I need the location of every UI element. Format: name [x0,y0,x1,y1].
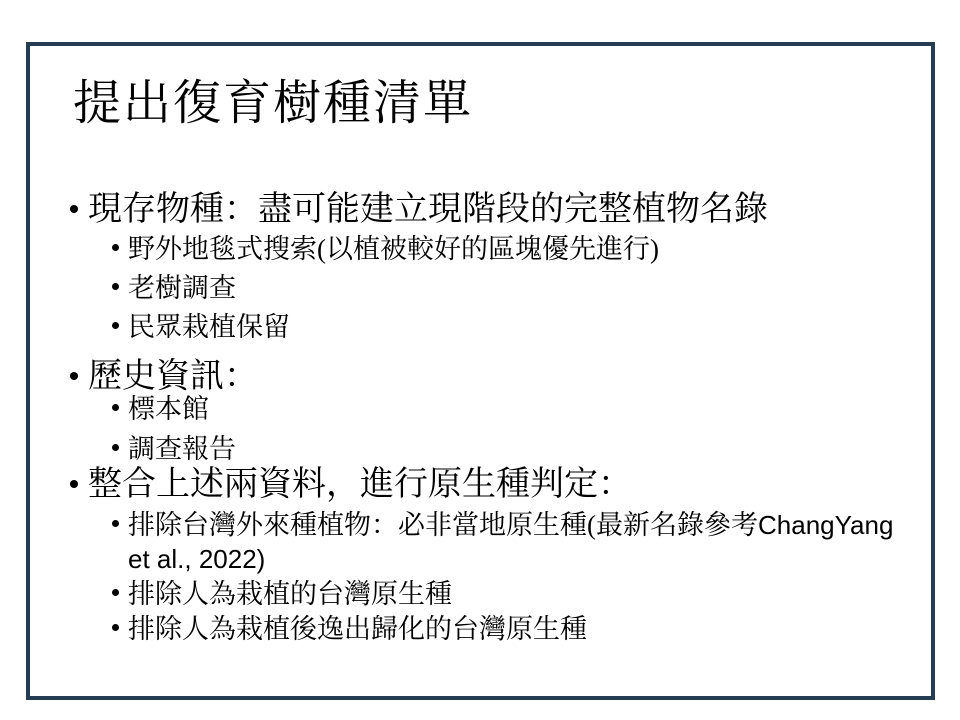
list-item-text [112,508,907,576]
bullet-icon [112,404,119,411]
list-item-level2 [112,612,907,646]
bullet-icon [112,283,119,290]
list-item-text: 排除人為栽植後逸出歸化的台灣原生種 [128,614,587,644]
bullet-icon [70,372,78,380]
bullet-icon [112,520,119,527]
list-item-level2 [112,232,907,266]
list-item-level2 [112,508,907,576]
list-item-text-cjk: 排除台灣外來種植物：必非當地原生種(最新名錄參考 [128,510,758,540]
list-item-text: 野外地毯式搜索(以植被較好的區塊優先進行) [128,234,659,264]
list-item-text: 調查報告 [128,434,236,464]
list-item-level1 [70,189,900,231]
list-item-text: 民眾栽植保留 [128,312,290,342]
citation-text: ChangYang [758,510,894,540]
list-item-text: 現存物種：盡可能建立現階段的完整植物名錄 [88,191,768,228]
bullet-icon [70,205,78,213]
list-item-level2 [112,271,907,305]
list-item-text: 標本館 [128,394,209,424]
slide-title: 提出復育樹種清單 [73,77,474,130]
list-item-level2 [112,310,907,344]
citation-text-line2: et al., 2022) [128,544,266,574]
list-item-level2 [112,577,907,611]
bullet-icon [112,589,119,596]
list-item-text: 歷史資訊： [88,358,258,395]
list-item-text: 整合上述兩資料，進行原生種判定： [88,466,632,503]
list-item-level1 [70,464,900,506]
list-item-level2 [112,392,907,426]
list-item-text: 排除人為栽植的台灣原生種 [128,579,452,609]
bullet-icon [112,444,119,451]
bullet-icon [112,322,119,329]
list-item-text: 老樹調查 [128,273,236,303]
list-item-level2 [112,432,907,466]
bullet-icon [70,480,78,488]
bullet-icon [112,624,119,631]
bullet-icon [112,244,119,251]
